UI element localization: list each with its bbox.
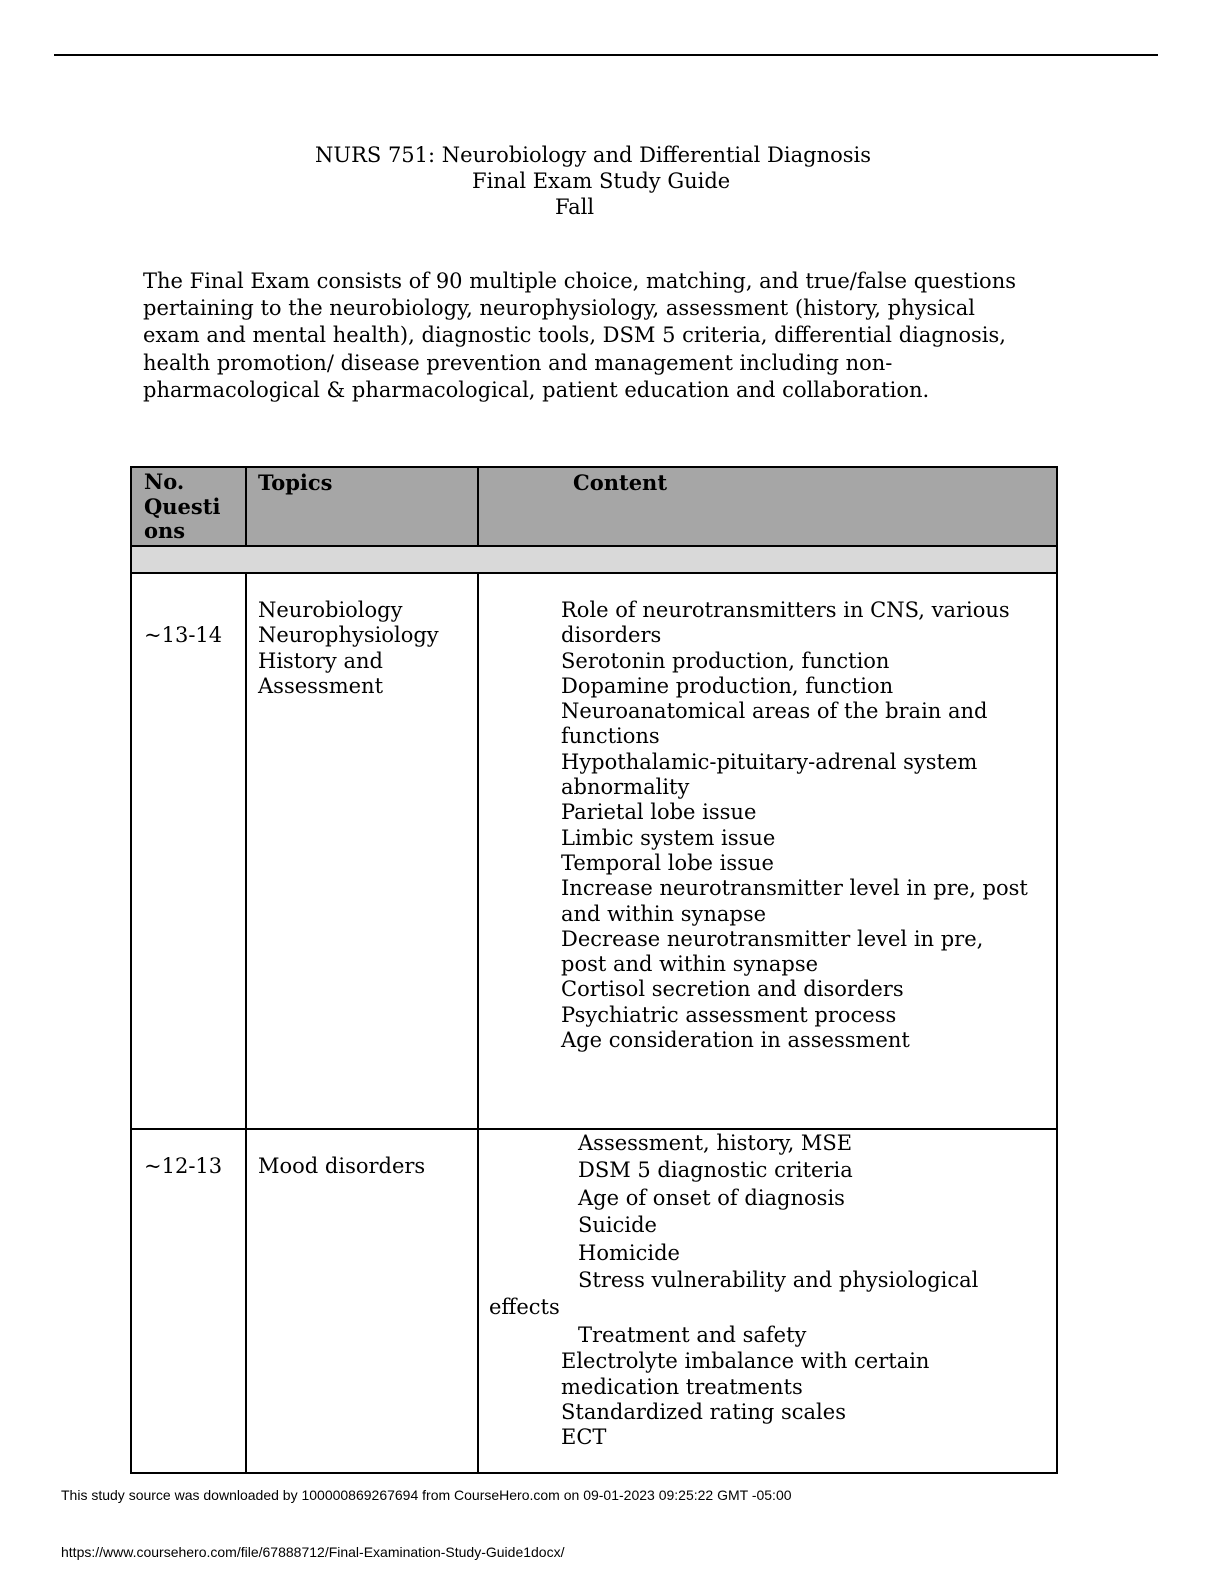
intro-line: The Final Exam consists of 90 multiple choice, matching, and true/false questions [143, 269, 1016, 293]
content-item: Increase neurotransmitter level in pre, post [561, 876, 1028, 901]
content-item: Standardized rating scales [561, 1399, 846, 1424]
header-questions: No. Questi ons [131, 467, 246, 546]
document-subtitle: Final Exam Study Guide [472, 169, 731, 193]
content-cell [478, 573, 1057, 1129]
content-item: functions [561, 724, 660, 749]
content-item: Psychiatric assessment process [561, 1002, 897, 1027]
content-item: disorders [561, 623, 662, 648]
questions-cell: ~13-14 [131, 573, 246, 1129]
term-label: Fall [555, 195, 595, 219]
content-item: effects [489, 1295, 560, 1320]
content-item: Stress vulnerability and physiological [578, 1268, 979, 1293]
content-item: Hypothalamic-pituitary-adrenal system [561, 749, 978, 774]
course-title: NURS 751: Neurobiology and Differential Diagnosis [315, 143, 872, 167]
intro-line: exam and mental health), diagnostic tools, DSM 5 criteria, differential diagnosis, [143, 323, 1006, 348]
intro-paragraph [143, 268, 1063, 404]
content-item: Cortisol secretion and disorders [561, 977, 904, 1002]
source-url-link[interactable]: https://www.coursehero.com/file/67888712/Final-Examination-Study-Guide1docx/ [61, 1544, 565, 1560]
content-item: Neuroanatomical areas of the brain and [561, 699, 988, 724]
content-item: Temporal lobe issue [561, 850, 774, 875]
table-row [131, 573, 1057, 1129]
intro-line: pertaining to the neurobiology, neurophysiology, assessment (history, physical [143, 296, 975, 321]
content-item: Dopamine production, function [561, 673, 894, 698]
content-item: post and within synapse [561, 952, 819, 977]
header-topics: Topics [246, 467, 478, 546]
content-item: ECT [561, 1425, 607, 1450]
intro-line: pharmacological & pharmacological, patient education and collaboration. [143, 377, 930, 402]
content-item: Suicide [578, 1213, 657, 1238]
content-item: Age consideration in assessment [561, 1028, 910, 1053]
study-guide-table [130, 466, 1058, 1474]
content-item: Limbic system issue [561, 825, 776, 850]
content-item: DSM 5 diagnostic criteria [578, 1158, 853, 1183]
content-item: Role of neurotransmitters in CNS, various [561, 598, 1010, 622]
content-item: abnormality [561, 775, 690, 800]
table-spacer-row [131, 546, 1057, 573]
content-item: Treatment and safety [578, 1322, 807, 1347]
content-item: Serotonin production, function [561, 648, 890, 673]
content-item: Homicide [578, 1240, 680, 1265]
table-row [131, 1129, 1057, 1473]
content-item: Age of onset of diagnosis [578, 1185, 845, 1210]
top-horizontal-rule [54, 54, 1158, 56]
table-header-row [131, 467, 1057, 546]
topics-cell: Neurobiology Neurophysiology History and Assessment [246, 573, 478, 1129]
intro-line: health promotion/ disease prevention and management including non- [143, 350, 893, 375]
content-item: Electrolyte imbalance with certain [561, 1349, 930, 1374]
content-item: Decrease neurotransmitter level in pre, [561, 926, 984, 951]
content-item: Parietal lobe issue [561, 800, 757, 825]
header-content: Content [478, 467, 1057, 546]
content-item: medication treatments [561, 1374, 803, 1399]
questions-cell: ~12-13 [131, 1129, 246, 1473]
content-item: and within synapse [561, 901, 767, 926]
content-cell [478, 1129, 1057, 1473]
download-notice: This study source was downloaded by 100000869267694 from CourseHero.com on 09-01-2023 09:25:22 GMT -05:00 [61, 1487, 792, 1503]
content-item: Assessment, history, MSE [578, 1131, 853, 1155]
topics-cell: Mood disorders [246, 1129, 478, 1473]
